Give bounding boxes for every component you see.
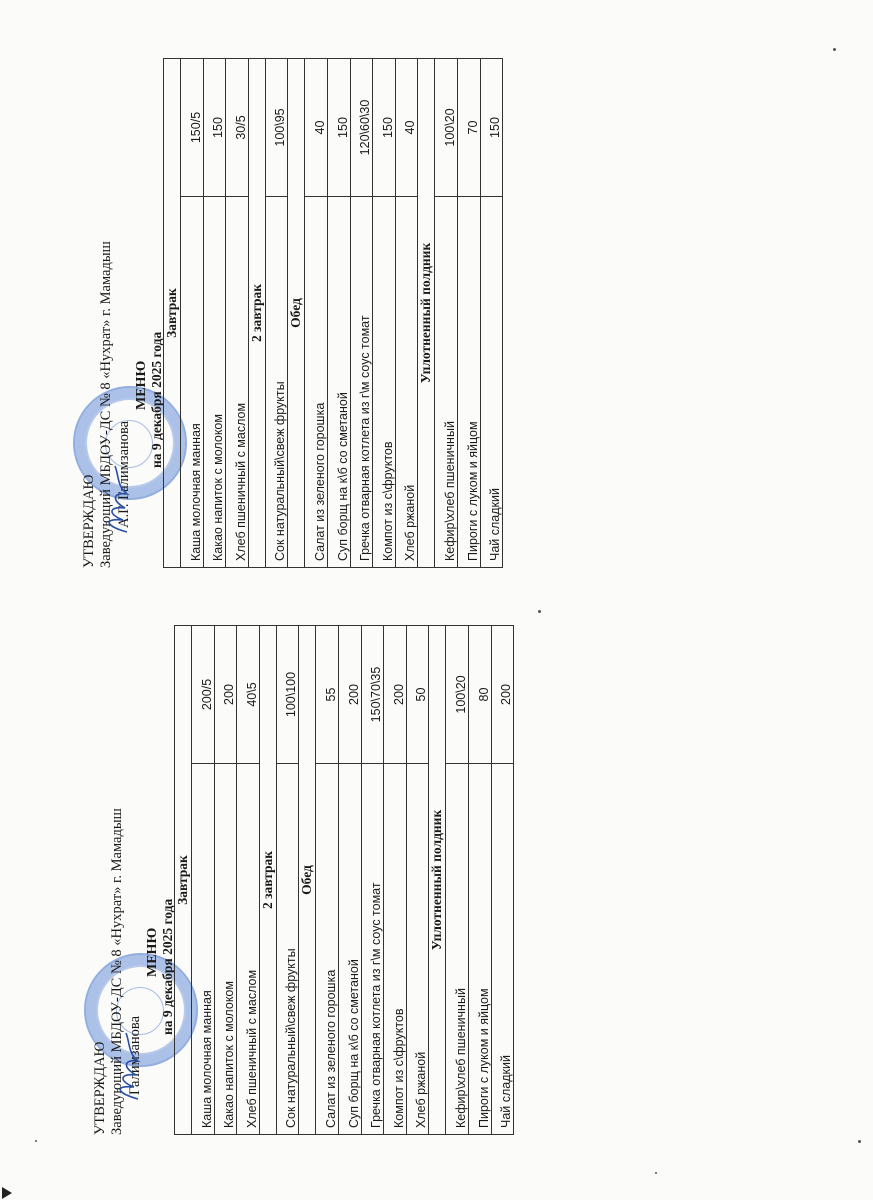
dish-name: Пироги с луком и яйцом [457,197,480,568]
dish-row [480,59,503,568]
dish-name: Хлеб пшеничный с маслом [226,197,249,568]
signature-icon [97,462,137,536]
meal-section-title: Уплотненный полдник [429,626,446,1135]
dish-row [327,59,350,568]
dish-name: Салат из зеленого горошка [305,197,328,568]
menu-date: на 9 декабря 2025 года [149,331,164,468]
dish-quantity: 200 [338,626,361,764]
dish-quantity: 50 [406,626,429,764]
meal-section-header [164,59,181,568]
dish-row [468,626,491,1135]
approval-word: УТВЕРЖДАЮ [92,1041,108,1135]
dish-row [316,626,339,1135]
approval-name: Галимзанова [127,1015,143,1095]
dish-quantity: 150 [327,59,350,197]
dish-row [276,626,299,1135]
dish-row [338,626,361,1135]
dish-row [192,626,215,1135]
dish-quantity: 200 [384,626,407,764]
dish-name: Какао напиток с молоком [214,764,237,1135]
dish-quantity: 150 [373,59,396,197]
scan-dot [35,1140,37,1142]
menu-panel-younger [90,635,514,1135]
meal-section-header [248,59,265,568]
meal-section-header [299,626,316,1135]
dish-row [305,59,328,568]
approval-name: А.Г. Галимзанова [116,420,132,528]
dish-row [265,59,288,568]
dish-quantity: 70 [457,59,480,197]
dish-quantity: 40\5 [237,626,260,764]
meal-section-title: 2 завтрак [248,59,265,568]
signature-icon [108,1029,148,1103]
approval-header [90,635,175,1135]
dish-row [237,626,260,1135]
dish-quantity: 40 [305,59,328,197]
meal-section-header [175,626,192,1135]
dish-row [446,626,469,1135]
dish-quantity: 30/5 [226,59,249,197]
dish-row [361,626,384,1135]
menu-table [163,58,503,568]
dish-name: Компот из с\фруктов [384,764,407,1135]
dish-name: Гречка отварная котлета из г\м соус томат [361,764,384,1135]
dish-name: Сок натуральный\свеж фрукты [265,197,288,568]
dish-name: Какао напиток с молоком [203,197,226,568]
scan-dot [538,610,541,613]
menu-title: МЕНЮ [134,360,149,410]
meal-section-title: Обед [299,626,316,1135]
dish-quantity: 150/5 [181,59,204,197]
dish-quantity: 150 [480,59,503,197]
menu-panel-older [79,68,503,568]
dish-name: Чай сладкий [491,764,514,1135]
dish-quantity: 120\60\30 [350,59,373,197]
menu-title: МЕНЮ [145,927,160,977]
dish-name: Чай сладкий [480,197,503,568]
dish-name: Кефир\хлеб пшеничный [435,197,458,568]
dish-name: Суп борщ на к\б со сметаной [338,764,361,1135]
dish-quantity: 200 [491,626,514,764]
dish-quantity: 150\70\35 [361,626,384,764]
dish-quantity: 40 [395,59,418,197]
dish-quantity: 100\20 [435,59,458,197]
dish-quantity: 100\95 [265,59,288,197]
dish-row [384,626,407,1135]
dish-name: Каша молочная манная [181,197,204,568]
dish-row [457,59,480,568]
menu-table [174,625,514,1135]
dish-row [226,59,249,568]
dish-name: Каша молочная манная [192,764,215,1135]
meal-section-header [429,626,446,1135]
dish-quantity: 100\20 [446,626,469,764]
scan-dot [655,1172,657,1174]
approval-position: Заведующий МБДОУ-ДС № 8 «Нухрат» г. Мамадыш [98,241,114,568]
dish-row [435,59,458,568]
dish-row [203,59,226,568]
dish-name: Пироги с луком и яйцом [468,764,491,1135]
dish-quantity: 200/5 [192,626,215,764]
dish-row [214,626,237,1135]
meal-section-title: Завтрак [175,626,192,1135]
meal-section-title: Завтрак [164,59,181,568]
dish-row [491,626,514,1135]
dish-name: Компот из с\фруктов [373,197,396,568]
dish-quantity: 150 [203,59,226,197]
meal-section-title: Обед [288,59,305,568]
dish-quantity: 80 [468,626,491,764]
scan-dot [858,1140,861,1143]
dish-name: Хлеб пшеничный с маслом [237,764,260,1135]
dish-row [406,626,429,1135]
dish-row [181,59,204,568]
meal-section-header [259,626,276,1135]
meal-section-title: 2 завтрак [259,626,276,1135]
dish-name: Сок натуральный\свеж фрукты [276,764,299,1135]
dish-name: Хлеб ржаной [395,197,418,568]
approval-word: УТВЕРЖДАЮ [81,474,97,568]
dish-name: Кефир\хлеб пшеничный [446,764,469,1135]
scan-corner-arrow-icon [2,1187,12,1199]
meal-section-header [288,59,305,568]
dish-quantity: 100\100 [276,626,299,764]
meal-section-title: Уплотненный полдник [418,59,435,568]
dish-quantity: 200 [214,626,237,764]
approval-position: Заведующий МБДОУ-ДС № 8 «Нухрат» г. Мамадыш [109,808,125,1135]
menu-date: на 9 декабря 2025 года [160,898,175,1035]
dish-name: Хлеб ржаной [406,764,429,1135]
dish-quantity: 55 [316,626,339,764]
dish-name: Суп борщ на к\б со сметаной [327,197,350,568]
meal-section-header [418,59,435,568]
dish-name: Салат из зеленого горошка [316,764,339,1135]
dish-row [373,59,396,568]
dish-row [395,59,418,568]
dish-row [350,59,373,568]
scan-dot [833,48,836,51]
dish-name: Гречка отварная котлета из г\м соус томат [350,197,373,568]
approval-header [79,68,164,568]
